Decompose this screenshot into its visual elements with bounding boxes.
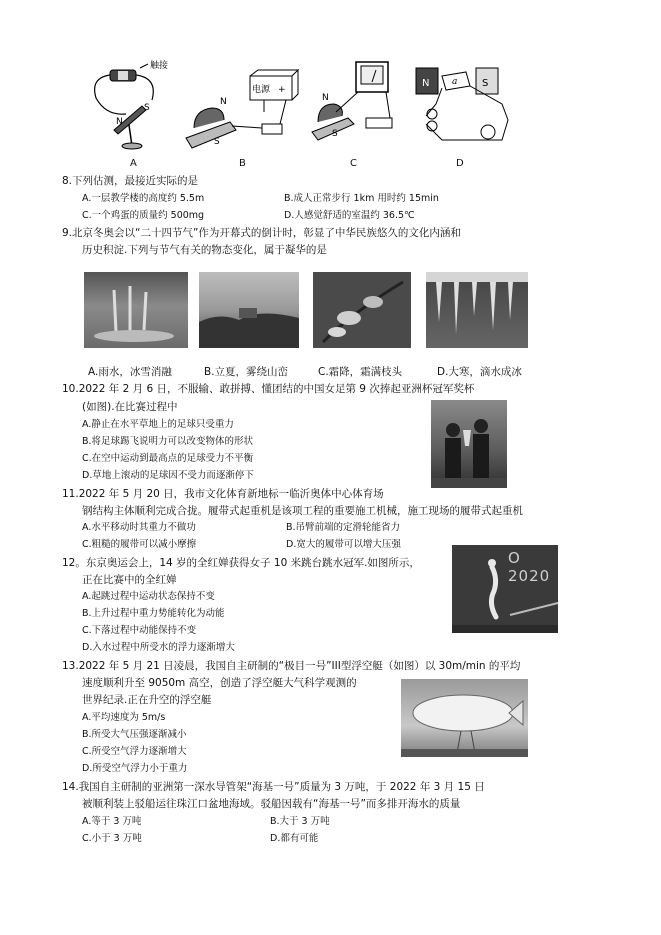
q8-option-b: B.成人正常步行 1km 用时约 15min: [284, 193, 439, 204]
svg-text:N: N: [422, 78, 430, 89]
q9-option-b: B.立夏，雾绕山峦: [204, 366, 289, 378]
q12-photo-caption: O 2020: [508, 549, 551, 585]
svg-text:S: S: [482, 78, 489, 89]
svg-text:S: S: [144, 103, 150, 113]
q11-stem-line2: 钢结构主体顺利完成合拢。履带式起重机是该项工程的重要施工机械，施工现场的履带式起重机: [82, 505, 523, 517]
svg-text:N: N: [322, 93, 329, 103]
q10-stem-line1: 10.2022 年 2 月 6 日，不服输、敢拼搏、懂团结的中国女足第 9 次捧起亚洲杯冠军奖杯: [62, 383, 475, 395]
svg-text:S: S: [214, 137, 220, 147]
q10-option-b: B.将足球踢飞说明力可以改变物体的形状: [82, 436, 254, 447]
q9-stem-line1: 9.北京冬奥会以“二十四节气”作为开幕式的倒计时，彰显了中华民族悠久的文化内涵和: [62, 227, 461, 239]
q8-option-c: C.一个鸡蛋的质量约 500mg: [82, 210, 205, 221]
q11-option-a: A.水平移动时其重力不做功: [82, 522, 196, 533]
q9-option-a: A.雨水，冰雪消融: [88, 366, 172, 378]
q13-stem-line1: 13.2022 年 5 月 21 日凌晨，我国自主研制的“极目一号”III型浮空艇（如图）以 30m/min 的平均: [62, 660, 521, 672]
figure-label-a: A: [130, 158, 137, 169]
svg-text:电源: 电源: [252, 85, 271, 95]
figure-a-touch-label: 触接: [150, 61, 169, 71]
q10-option-a: A.静止在水平草地上的足球只受重力: [82, 419, 234, 430]
q12-option-a: A.起跳过程中运动状态保持不变: [82, 591, 215, 602]
q9-photo-c: [313, 272, 411, 348]
q9-option-c: C.霜降，霜满枝头: [318, 366, 403, 378]
q10-stem-line2: (如图).在比赛过程中: [82, 401, 178, 413]
q10-photo-team-trophy: [431, 400, 507, 488]
figure-b: [180, 68, 300, 150]
q10-option-c: C.在空中运动到最高点的足球受力不平衡: [82, 453, 254, 464]
q13-option-c: C.所受空气浮力逐渐增大: [82, 746, 187, 757]
q14-option-b: B.大于 3 万吨: [270, 816, 330, 827]
q12-option-c: C.下落过程中动能保持不变: [82, 625, 197, 636]
q13-option-b: B.所受大气压强逐渐减小: [82, 729, 187, 740]
q14-stem-line1: 14.我国自主研制的亚洲第一深水导管架“海基一号”质量为 3 万吨，于 2022 年 3 月 15 日: [62, 781, 485, 793]
q13-stem-line2: 速度顺利升至 9050m 高空，创造了浮空艇大气科学观测的: [82, 677, 357, 689]
q13-stem-line3: 世界纪录.正在升空的浮空艇: [82, 694, 212, 706]
q8-option-a: A.一层教学楼的高度约 5.5m: [82, 193, 205, 204]
q9-option-d: D.大寒，滴水成冰: [437, 366, 522, 378]
q8-option-d: D.人感觉舒适的室温约 36.5℃: [284, 210, 415, 221]
q13-photo-airship: [401, 679, 528, 757]
q9-photo-b: [199, 272, 299, 348]
q12-option-d: D.入水过程中所受水的浮力逐渐增大: [82, 642, 235, 653]
q9-photo-a: [84, 272, 188, 348]
q9-photo-d: [426, 272, 528, 348]
q11-option-b: B.吊臂前端的定滑轮能省力: [286, 522, 401, 533]
q12-stem-line1: 12。东京奥运会上，14 岁的全红婵获得女子 10 米跳台跳水冠军.如图所示，: [62, 557, 420, 569]
q11-option-d: D.宽大的履带可以增大压强: [286, 539, 401, 550]
figure-label-b: B: [239, 158, 246, 169]
q10-option-d: D.草地上滚动的足球因不受力而逐渐停下: [82, 470, 254, 481]
svg-text:N: N: [220, 97, 227, 107]
q9-stem-line2: 历史积淀.下列与节气有关的物态变化，属于凝华的是: [82, 244, 327, 256]
svg-text:S: S: [332, 129, 338, 139]
q13-option-d: D.所受空气浮力小于重力: [82, 763, 188, 774]
figure-d: [412, 60, 522, 146]
figure-c: [306, 60, 406, 148]
q14-option-d: D.都有可能: [270, 833, 319, 844]
q11-option-c: C.粗糙的履带可以减小摩擦: [82, 539, 197, 550]
q8-stem: 8.下列估测，最接近实际的是: [62, 175, 199, 187]
svg-text:a: a: [452, 77, 458, 87]
q12-photo-diver: [452, 545, 558, 633]
q11-stem-line1: 11.2022 年 5 月 20 日，我市文化体育新地标一临沂奥体中心体育场: [62, 488, 384, 500]
q14-option-a: A.等于 3 万吨: [82, 816, 142, 827]
figure-label-c: C: [350, 158, 357, 169]
q12-stem-line2: 正在比赛中的全红婵: [82, 574, 177, 586]
q14-stem-line2: 被顺利装上驳船运往珠江口盆地海域。驳船因载有“海基一号”而多排开海水的质量: [82, 798, 461, 810]
q12-option-b: B.上升过程中重力势能转化为动能: [82, 608, 225, 619]
figure-label-d: D: [456, 158, 464, 169]
svg-text:+: +: [278, 85, 286, 95]
q13-option-a: A.平均速度为 5m/s: [82, 712, 166, 723]
svg-text:N: N: [116, 117, 123, 127]
q14-option-c: C.小于 3 万吨: [82, 833, 142, 844]
